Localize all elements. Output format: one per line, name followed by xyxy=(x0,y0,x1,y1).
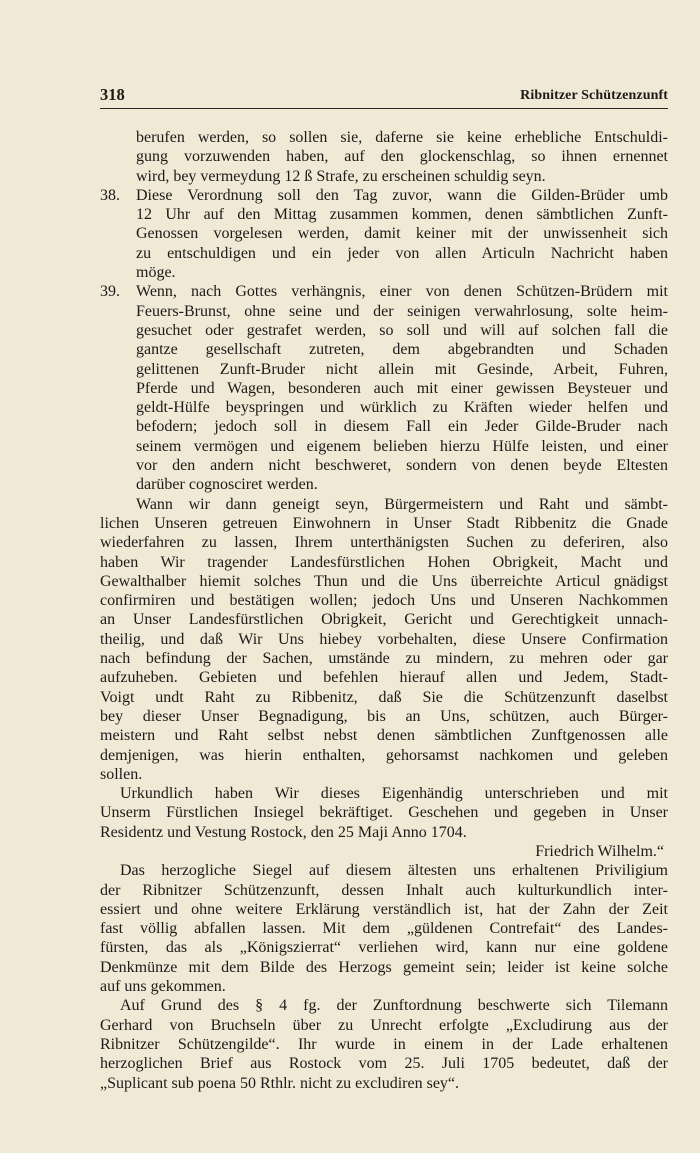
text-line xyxy=(100,977,668,996)
text-line xyxy=(100,224,668,243)
text-line xyxy=(100,842,668,861)
line-text: Das herzogliche Siegel auf diesem ältesten uns erhaltenen Priviligium xyxy=(120,862,668,880)
article-number: 38. xyxy=(100,186,120,204)
line-text: 12 Uhr auf den Mittag zusammen kommen, denen sämbtlichen Zunft- xyxy=(136,206,668,224)
text-line xyxy=(100,263,668,282)
text-line xyxy=(100,649,668,668)
line-text: meistern und Raht selbst nebst denen sämbtlichen Zunftgenossen alle xyxy=(100,727,668,745)
line-text: befodern; jedoch soll in diesem Fall ein Jeder Gilde-Bruder nach xyxy=(136,418,668,436)
text-line xyxy=(100,572,668,591)
text-line xyxy=(100,591,668,610)
text-line xyxy=(100,707,668,726)
text-line xyxy=(100,147,668,166)
text-line xyxy=(100,456,668,475)
text-line xyxy=(100,379,668,398)
text-line xyxy=(100,996,668,1015)
line-text: möge. xyxy=(136,264,176,282)
article-number: 39. xyxy=(100,283,120,301)
line-text: nach befindung der Sachen, umstände zu mindern, zu mehren oder gar xyxy=(100,650,668,668)
text-line xyxy=(100,475,668,494)
page-number: 318 xyxy=(100,85,125,104)
text-line xyxy=(100,1016,668,1035)
text-line xyxy=(100,495,668,514)
text-line xyxy=(100,437,668,456)
line-text: lichen Unseren getreuen Einwohnern in Unser Stadt Ribbenitz die Gnade xyxy=(100,514,668,532)
text-line xyxy=(100,630,668,649)
line-text: seinem vermögen und eigenem belieben hierzu Hülfe leisten, und einer xyxy=(136,437,668,455)
text-line xyxy=(100,938,668,957)
line-text: essiert und ohne weitere Erklärung verständlich ist, hat der Zahn der Zeit xyxy=(100,900,668,918)
running-title: Ribnitzer Schützenzunft xyxy=(520,88,668,103)
text-line xyxy=(100,958,668,977)
line-text: vor den andern nicht beschweret, sondern von denen beyde Eltesten xyxy=(136,457,668,475)
text-line xyxy=(100,553,668,572)
text-line xyxy=(100,1054,668,1073)
text-line xyxy=(100,803,668,822)
text-line xyxy=(100,186,668,205)
line-text: Wenn, nach Gottes verhängnis, einer von denen Schützen-Brüdern mit xyxy=(136,283,668,301)
line-text: Wann wir dann geneigt seyn, Bürgermeistern und Raht und sämbt- xyxy=(136,495,668,513)
line-text: geldt-Hülfe beyspringen und würklich zu Kräften wieder helfen und xyxy=(136,399,668,417)
text-line xyxy=(100,784,668,803)
line-text: der Ribnitzer Schützenzunft, dessen Inhalt auch kulturkundlich inter- xyxy=(100,881,668,899)
text-line xyxy=(100,128,668,147)
text-line xyxy=(100,823,668,842)
page-header xyxy=(100,84,668,109)
text-line xyxy=(100,360,668,379)
line-text: bey dieser Unser Begnadigung, bis an Uns, schützen, auch Bürger- xyxy=(100,707,668,725)
line-text: Voigt undt Raht zu Ribbenitz, daß Sie die Schützenzunft daselbst xyxy=(100,688,668,706)
line-text: an Unser Landesfürstlichen Obrigkeit, Gericht und Gerechtigkeit unnach- xyxy=(100,611,668,629)
line-text: theilig, und daß Wir Uns hiebey vorbehalten, diese Unsere Confirmation xyxy=(100,630,668,648)
text-line xyxy=(100,900,668,919)
line-text: demjenigen, was hierin enthalten, gehorsamst nachkomen und geleben xyxy=(100,746,668,764)
text-line xyxy=(100,398,668,417)
line-text: Residentz und Vestung Rostock, den 25 Maji Anno 1704. xyxy=(100,823,467,841)
line-text: berufen werden, so sollen sie, daferne sie keine erhebliche Entschuldi- xyxy=(136,129,668,146)
line-text: Friedrich Wilhelm.“ xyxy=(535,842,664,860)
line-text: Feuers-Brunst, ohne seine und der seinigen verwahrlosung, solte heim- xyxy=(136,302,668,320)
line-text: Auf Grund des § 4 fg. der Zunftordnung beschwerte sich Tilemann xyxy=(120,997,668,1015)
line-text: Genossen vorgelesen werden, damit keiner mit der unwissenheit sich xyxy=(136,225,668,243)
text-line xyxy=(100,861,668,880)
line-text: aufzuheben. Gebieten und befehlen hierauf allen und Jedem, Stadt- xyxy=(100,669,668,687)
body-text xyxy=(100,128,668,1093)
text-line xyxy=(100,765,668,784)
text-line xyxy=(100,244,668,263)
line-text: Urkundlich haben Wir dieses Eigenhändig unterschrieben und mit xyxy=(120,785,668,803)
line-text: auf uns gekommen. xyxy=(100,978,226,996)
text-line xyxy=(100,205,668,224)
text-line xyxy=(100,514,668,533)
line-text: zu entschuldigen und ein jeder von allen Articuln Nachricht haben xyxy=(136,244,668,262)
text-line xyxy=(100,417,668,436)
text-line xyxy=(100,610,668,629)
line-text: wird, bey vermeydung 12 ß Strafe, zu erscheinen schuldig seyn. xyxy=(136,167,546,185)
line-text: Pferde und Wagen, besonderen auch mit einer gewissen Beysteuer und xyxy=(136,379,668,397)
text-line xyxy=(100,1074,668,1093)
text-line xyxy=(100,282,668,301)
text-line xyxy=(100,167,668,186)
line-text: Ribnitzer Schützengilde“. Ihr wurde in einem in der Lade erhaltenen xyxy=(100,1035,668,1053)
line-text: Diese Verordnung soll den Tag zuvor, wann die Gilden-Brüder umb xyxy=(136,186,668,204)
text-line xyxy=(100,668,668,687)
text-line xyxy=(100,881,668,900)
line-text: wiederfahren zu lassen, Ihrem unterthänigsten Suchen zu deferiren, also xyxy=(100,534,668,552)
line-text: Gewalthalber hiemit solches Thun und die Uns überreichte Articul gnädigst xyxy=(100,572,668,590)
text-line xyxy=(100,533,668,552)
text-line xyxy=(100,726,668,745)
line-text: darüber cognosciret werden. xyxy=(136,476,318,494)
line-text: haben Wir tragender Landesfürstlichen Hohen Obrigkeit, Macht und xyxy=(100,553,668,571)
line-text: gung vorzuwenden haben, auf den glockenschlag, so ihnen ernennet xyxy=(136,148,668,166)
line-text: Denkmünze mit dem Bilde des Herzogs gemeint sein; leider ist keine solche xyxy=(100,958,668,976)
line-text: Unserm Fürstlichen Insiegel bekräftiget. Geschehen und gegeben in Unser xyxy=(100,804,668,822)
line-text: fürsten, das als „Königszierrat“ verliehen wird, kann nur eine goldene xyxy=(100,939,668,957)
line-text: herzoglichen Brief aus Rostock vom 25. Juli 1705 bedeutet, daß der xyxy=(100,1055,668,1073)
text-line xyxy=(100,688,668,707)
line-text: „Suplicant sub poena 50 Rthlr. nicht zu excludiren sey“. xyxy=(100,1074,460,1092)
text-line xyxy=(100,746,668,765)
line-text: confirmiren und bestätigen wollen; jedoch Uns und Unseren Nachkommen xyxy=(100,592,668,610)
text-line xyxy=(100,919,668,938)
line-text: sollen. xyxy=(100,765,143,783)
text-line xyxy=(100,340,668,359)
line-text: fast völlig abfallen lassen. Mit dem „güldenen Contrefait“ des Landes- xyxy=(100,920,668,938)
line-text: gantze gesellschaft zutreten, dem abgebrandten und Schaden xyxy=(136,341,668,359)
text-line xyxy=(100,321,668,340)
line-text: gesuchet oder gestrafet werden, so soll und will auf solchen fall die xyxy=(136,321,668,339)
text-line xyxy=(100,1035,668,1054)
text-line xyxy=(100,302,668,321)
line-text: gelittenen Zunft-Bruder nicht allein mit Gesinde, Arbeit, Fuhren, xyxy=(136,360,668,378)
line-text: Gerhard von Bruchseln über zu Unrecht erfolgte „Excludirung aus der xyxy=(100,1016,668,1034)
